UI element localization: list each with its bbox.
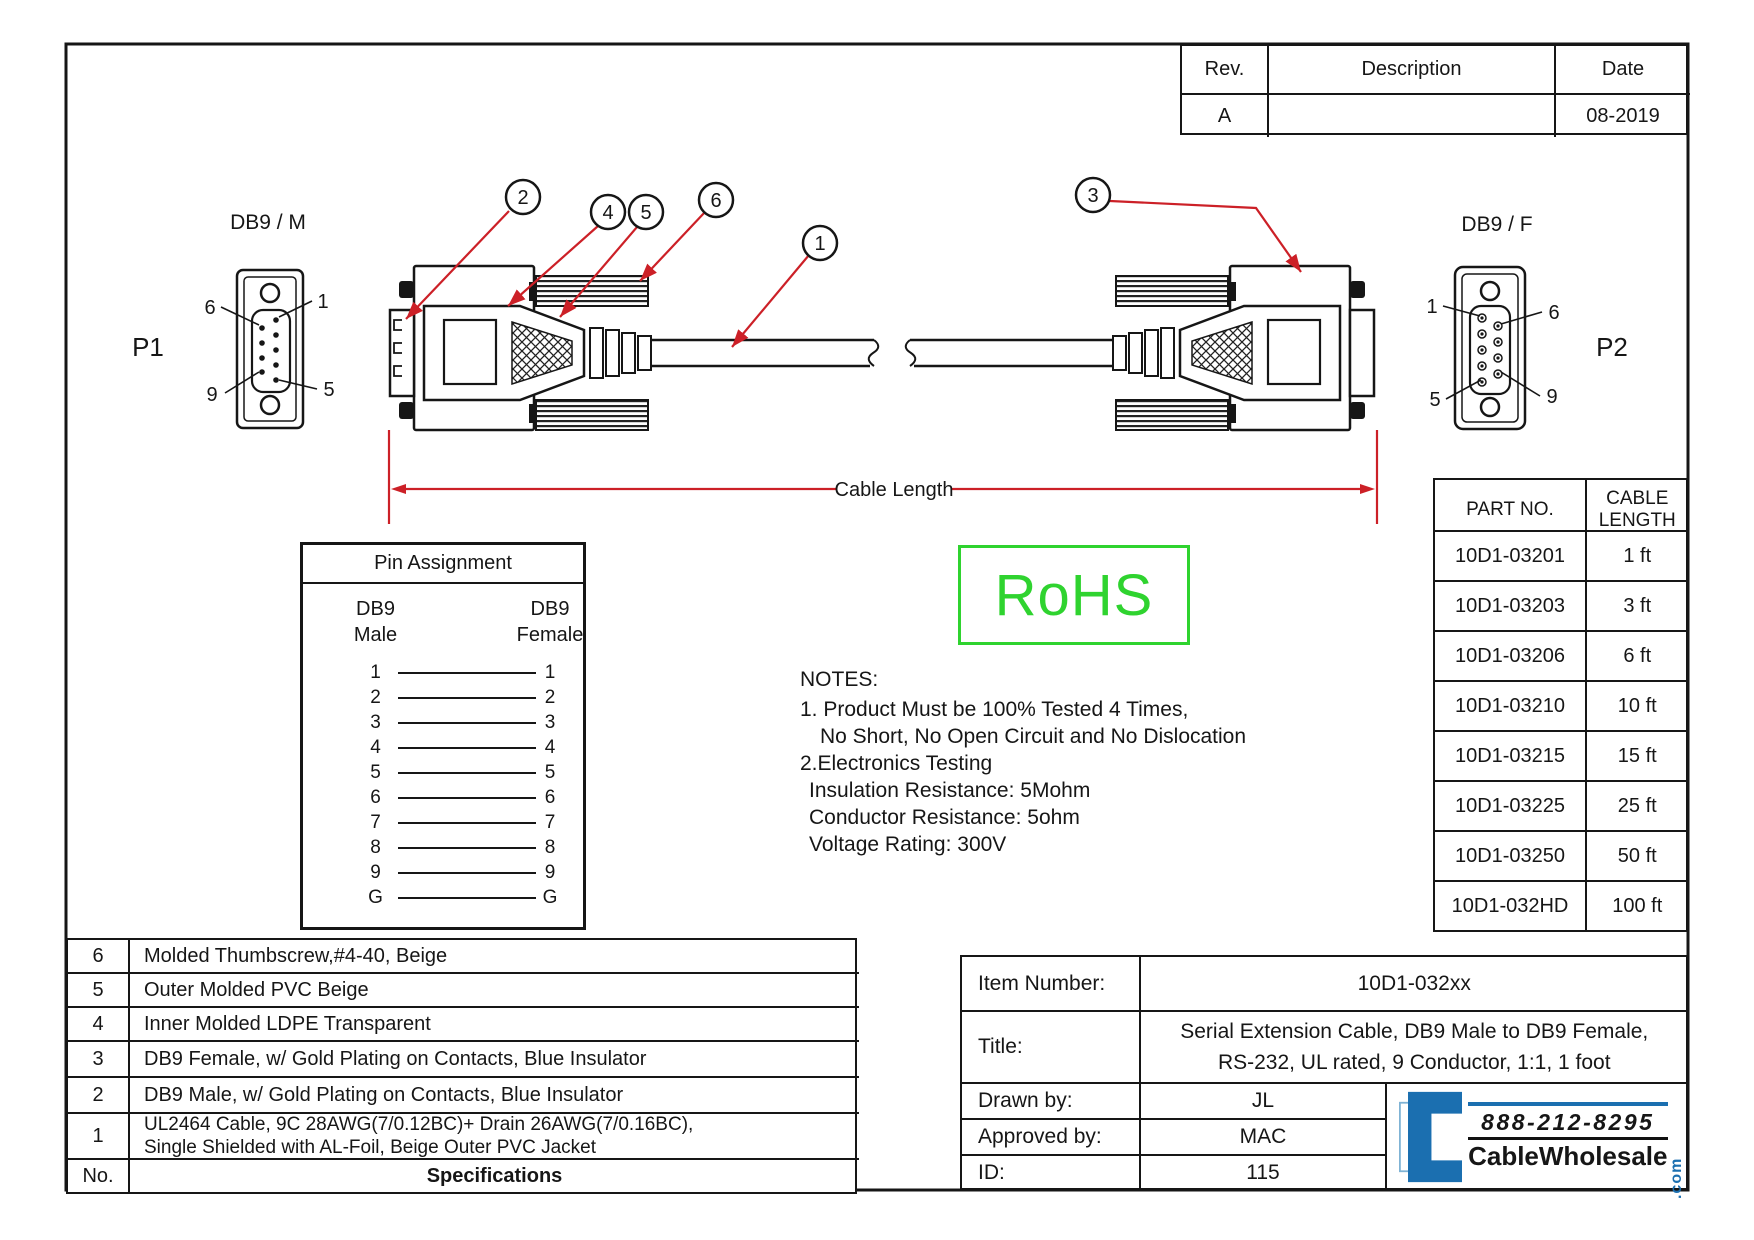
svg-text:5: 5 — [1429, 389, 1441, 411]
pin-male: G — [368, 887, 383, 908]
screw-hole-top — [261, 284, 279, 302]
part-number-table — [1433, 478, 1688, 932]
female-header-line1: DB9 — [530, 598, 570, 620]
pin-assignment-title: Pin Assignment — [303, 545, 583, 584]
male-column-header — [328, 596, 423, 648]
logo-c-mark — [1399, 1088, 1462, 1186]
svg-text:4: 4 — [602, 202, 614, 224]
svg-text:9: 9 — [1546, 386, 1558, 408]
pin-female: G — [542, 887, 558, 908]
d-sub-shell — [1470, 306, 1510, 394]
cable-length: 25 ft — [1585, 780, 1688, 830]
dimension-arrow-right — [1360, 484, 1375, 494]
callout-2 — [506, 180, 540, 214]
pin-female: 8 — [544, 837, 556, 858]
note-line: Conductor Resistance: 5ohm — [809, 806, 1080, 829]
pin-female: 5 — [544, 762, 556, 783]
d-sub-shell — [252, 310, 290, 392]
pin-row — [303, 810, 583, 835]
approved-by-label: Approved by: — [962, 1120, 1141, 1156]
item-number-label: Item Number: — [962, 957, 1141, 1012]
rev-header: Rev. — [1204, 58, 1245, 80]
pin-row — [303, 735, 583, 760]
pin-male: 9 — [370, 862, 381, 883]
title-value — [1141, 1012, 1688, 1084]
title-label: Title: — [962, 1012, 1141, 1084]
pin-male: 8 — [370, 837, 381, 858]
spec-item-text — [130, 1114, 859, 1160]
male-pins — [259, 317, 279, 383]
spec-item-text: Molded Thumbscrew,#4-40, Beige — [130, 940, 859, 974]
pin-male: 4 — [370, 737, 381, 758]
cable-assembly-left-plug — [390, 266, 878, 430]
cable-length-label: Cable Length — [834, 479, 954, 501]
screw-hole-bottom — [261, 396, 279, 414]
drawn-by-label: Drawn by: — [962, 1084, 1141, 1120]
cable-length: 50 ft — [1585, 830, 1688, 880]
rev-value: A — [1182, 93, 1267, 137]
cablewholesale-logo — [1387, 1084, 1688, 1199]
revision-table — [1180, 44, 1688, 135]
thumbscrew-collar — [529, 404, 537, 423]
id-value: 115 — [1141, 1156, 1387, 1190]
pin-male: 2 — [370, 687, 381, 708]
part-no: 10D1-03201 — [1435, 530, 1585, 580]
approved-by-value: MAC — [1141, 1120, 1387, 1156]
thumbscrew-collar — [1228, 282, 1236, 301]
part-no: 10D1-03206 — [1435, 630, 1585, 680]
pin-female: 7 — [544, 812, 556, 833]
callout-3 — [1076, 178, 1110, 212]
male-header-line1: DB9 — [356, 598, 395, 620]
spec-item-no: 5 — [68, 974, 130, 1008]
drawn-by-value: JL — [1141, 1084, 1387, 1120]
inner-mold-window — [1268, 320, 1320, 384]
description-value — [1267, 93, 1554, 137]
female-sockets — [1478, 314, 1502, 386]
callout-6 — [699, 183, 733, 217]
cable-length-header: CABLE LENGTH — [1585, 480, 1688, 540]
pin-label-leaders — [1443, 306, 1542, 399]
pin-female: 4 — [544, 737, 556, 758]
thumbscrew-top — [1116, 276, 1228, 306]
logo-phone-number: 888-212-8295 — [1468, 1109, 1667, 1140]
note-line: 2.Electronics Testing — [800, 752, 993, 775]
title-block-table — [960, 955, 1688, 1199]
part-no: 10D1-03215 — [1435, 730, 1585, 780]
title-value-line1: Serial Extension Cable, DB9 Male to DB9 Female, — [1180, 1020, 1649, 1043]
svg-text:6: 6 — [1548, 302, 1560, 324]
db9-female-face-view — [1426, 213, 1627, 429]
part-no: 10D1-03210 — [1435, 680, 1585, 730]
title-value-line2: RS-232, UL rated, 9 Conductor, 1:1, 1 foot — [1217, 1051, 1611, 1074]
cable-break-curl — [906, 340, 916, 366]
db9-male-face-view — [132, 211, 334, 428]
spec-footer-title: Specifications — [426, 1164, 563, 1187]
cable-length: 100 ft — [1585, 880, 1688, 930]
screw-post-bottom — [1350, 402, 1365, 419]
part-no: 10D1-03203 — [1435, 580, 1585, 630]
spec-item-no: 4 — [68, 1008, 130, 1042]
callout-5 — [629, 195, 663, 229]
screw-post-top — [399, 281, 414, 298]
rohs-badge: RoHS — [958, 545, 1190, 645]
part-no: 10D1-03250 — [1435, 830, 1585, 880]
pin-male: 1 — [370, 662, 381, 683]
mating-face-plate — [1350, 310, 1374, 396]
pin-row — [303, 835, 583, 860]
logo-company-name: CableWholesale — [1468, 1140, 1668, 1171]
cable-left-segment — [651, 340, 878, 366]
notes-block — [800, 666, 1260, 858]
female-header-line2: Female — [516, 624, 584, 646]
pin-female: 2 — [544, 687, 556, 708]
callout-1 — [803, 226, 837, 260]
p1-reference-label: P1 — [132, 332, 164, 362]
spec-footer-no: No. — [68, 1160, 130, 1192]
date-value: 08-2019 — [1554, 93, 1690, 137]
screw-post-top — [1350, 281, 1365, 298]
specifications-table — [66, 938, 857, 1194]
pin-row — [303, 885, 583, 910]
svg-text:5: 5 — [640, 202, 652, 224]
p2-reference-label: P2 — [1596, 332, 1628, 362]
svg-text:5: 5 — [323, 379, 335, 401]
date-header: Date — [1554, 46, 1690, 93]
leader-callout-3 — [1110, 201, 1301, 272]
cable-length: 6 ft — [1585, 630, 1688, 680]
pin-female: 3 — [544, 712, 556, 733]
cable-length: 15 ft — [1585, 730, 1688, 780]
pin-row — [303, 860, 583, 885]
svg-text:1: 1 — [814, 233, 826, 255]
svg-text:6: 6 — [710, 190, 722, 212]
pin-female: 6 — [544, 787, 556, 808]
spec-item-no: 2 — [68, 1078, 130, 1114]
description-header: Description — [1267, 46, 1554, 93]
cable-length-dimension — [389, 430, 1377, 524]
cable-break-curl — [869, 340, 879, 366]
spec-item-line1: UL2464 Cable, 9C 28AWG(7/0.12BC)+ Drain 26AWG(7/0.16BC), — [144, 1114, 694, 1135]
pin-male: 3 — [370, 712, 381, 733]
db9-male-type-label: DB9 / M — [230, 211, 306, 234]
item-number-value: 10D1-032xx — [1141, 957, 1688, 1012]
strain-relief — [1113, 328, 1174, 378]
dimension-arrow-left — [391, 484, 406, 494]
spec-item-no: 6 — [68, 940, 130, 974]
part-no-header: PART NO. — [1466, 499, 1554, 520]
pin-assignment-headers — [303, 584, 583, 660]
part-no: 10D1-032HD — [1435, 880, 1585, 930]
callout-4 — [591, 195, 625, 229]
thumbscrew-bottom — [1116, 400, 1228, 430]
spec-item-text: DB9 Male, w/ Gold Plating on Contacts, Blue Insulator — [130, 1078, 859, 1114]
female-column-header — [500, 596, 600, 648]
pin-female: 9 — [544, 862, 556, 883]
note-line: Insulation Resistance: 5Mohm — [809, 779, 1091, 802]
spec-item-no: 1 — [68, 1114, 130, 1160]
cable-assembly-right-plug — [906, 266, 1374, 430]
logo-tld: .com — [1667, 1157, 1685, 1199]
spec-item-text: DB9 Female, w/ Gold Plating on Contacts, Blue Insulator — [130, 1042, 859, 1078]
callout-balloons — [506, 178, 1110, 260]
cable-right-segment — [906, 340, 1113, 366]
inner-mold-window — [444, 320, 496, 384]
spec-item-text: Inner Molded LDPE Transparent — [130, 1008, 859, 1042]
pin-row — [303, 710, 583, 735]
note-line: 1. Product Must be 100% Tested 4 Times, — [800, 698, 1189, 721]
pin-row — [303, 685, 583, 710]
svg-text:3: 3 — [1087, 185, 1099, 207]
male-header-line2: Male — [353, 624, 398, 646]
strain-relief — [590, 328, 651, 378]
spec-item-text: Outer Molded PVC Beige — [130, 974, 859, 1008]
svg-text:6: 6 — [204, 297, 216, 319]
leader-callout-1 — [732, 255, 809, 347]
pin-male: 6 — [370, 787, 381, 808]
thumbscrew-collar — [1228, 404, 1236, 423]
thumbscrew-bottom — [536, 400, 648, 430]
screw-hole-bottom — [1481, 398, 1499, 416]
pin-male: 7 — [370, 812, 381, 833]
part-no: 10D1-03225 — [1435, 780, 1585, 830]
pin-row — [303, 760, 583, 785]
screw-hole-top — [1481, 282, 1499, 300]
pin-assignment-table — [300, 542, 586, 930]
pin-row — [303, 660, 583, 685]
pin-male: 5 — [370, 762, 381, 783]
note-line: No Short, No Open Circuit and No Dislocation — [820, 725, 1247, 748]
svg-text:1: 1 — [1426, 296, 1438, 318]
connector-flange — [237, 270, 303, 428]
svg-text:2: 2 — [517, 187, 529, 209]
cable-length: 3 ft — [1585, 580, 1688, 630]
pin-row — [303, 785, 583, 810]
screw-post-bottom — [399, 402, 414, 419]
logo-rule — [1468, 1102, 1667, 1106]
note-line: Voltage Rating: 300V — [809, 833, 1007, 856]
id-label: ID: — [962, 1156, 1141, 1190]
db9-female-type-label: DB9 / F — [1461, 213, 1533, 236]
cable-length: 1 ft — [1585, 530, 1688, 580]
logo-text-block — [1468, 1102, 1667, 1172]
spec-item-no: 3 — [68, 1042, 130, 1078]
svg-text:1: 1 — [317, 291, 329, 313]
svg-text:9: 9 — [206, 384, 218, 406]
notes-title: NOTES: — [800, 668, 879, 691]
spec-item-line2: Single Shielded with AL-Foil, Beige Outer PVC Jacket — [144, 1137, 597, 1158]
connector-flange — [1455, 267, 1525, 429]
cable-length: 10 ft — [1585, 680, 1688, 730]
pin-female: 1 — [544, 662, 556, 683]
